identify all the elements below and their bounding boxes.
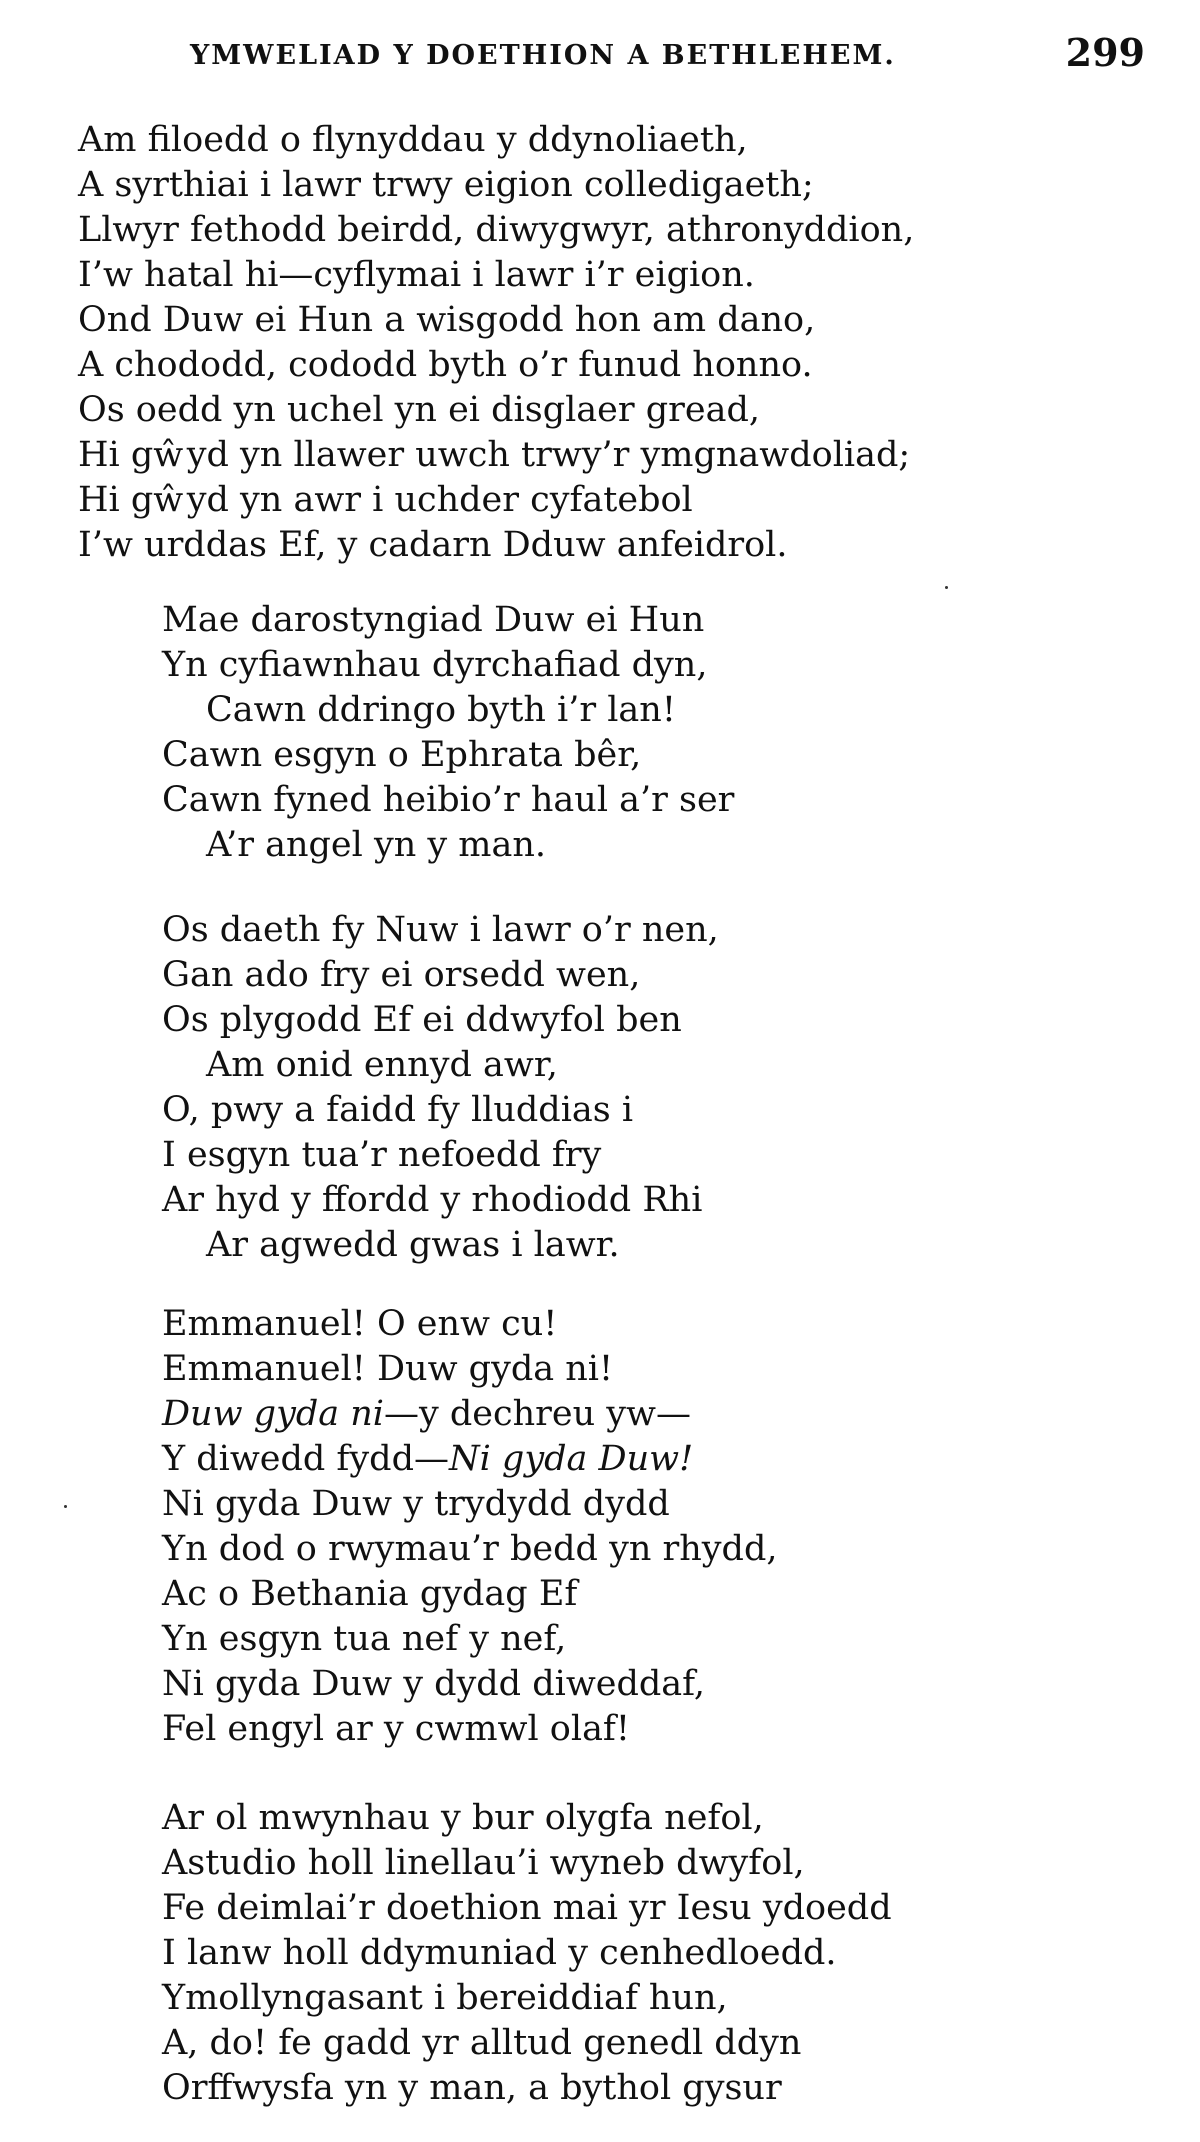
stanza-2 (162, 598, 734, 868)
poem-line-mixed (162, 1437, 778, 1482)
poem-line: Fel engyl ar y cwmwl olaf! (162, 1709, 630, 1749)
poem-line: A chododd, cododd byth o’r funud honno. (78, 345, 813, 385)
running-head: YMWELIAD Y DOETHION A BETHLEHEM. (190, 40, 896, 71)
page-header (0, 30, 1200, 80)
poem-line: Ymollyngasant i bereiddiaf hun, (162, 1978, 728, 2018)
poem-line: O, pwy a faidd fy lluddias i (162, 1090, 634, 1130)
poem-line: Hi gŵyd yn llawer uwch trwy’r ymgnawdoliad; (78, 435, 911, 475)
poem-line: Ni gyda Duw y trydydd dydd (162, 1484, 670, 1524)
stanza-4 (162, 1302, 778, 1752)
stanza-1 (78, 118, 914, 568)
stanza-3 (162, 908, 719, 1268)
poem-line: Os daeth fy Nuw i lawr o’r nen, (162, 910, 719, 950)
stanza-5 (162, 1796, 892, 2111)
poem-line: Ar hyd y ffordd y rhodiodd Rhi (162, 1180, 703, 1220)
poem-line: Am filoedd o flynyddau y ddynoliaeth, (78, 120, 748, 160)
poem-line: Orffwysfa yn y man, a bythol gysur (162, 2068, 782, 2108)
poem-line: Llwyr fethodd beirdd, diwygwyr, athronyddion, (78, 210, 915, 250)
poem-line: Os plygodd Ef ei ddwyfol ben (162, 1000, 682, 1040)
print-speck (945, 586, 948, 589)
poem-line: Cawn esgyn o Ephrata bêr, (162, 735, 642, 775)
poem-line: Fe deimlai’r doethion mai yr Iesu ydoedd (162, 1888, 892, 1928)
poem-line: Mae darostyngiad Duw ei Hun (162, 600, 705, 640)
poem-line: Ac o Bethania gydag Ef (162, 1574, 578, 1614)
poem-line-indented: Cawn ddringo byth i’r lan! (206, 690, 676, 730)
page-number: 299 (1065, 30, 1145, 75)
print-speck (64, 1505, 67, 1508)
roman-phrase: —y dechreu yw— (384, 1394, 692, 1434)
poem-line: Cawn fyned heibio’r haul a’r ser (162, 780, 735, 820)
poem-line: Ar ol mwynhau y bur olygfa nefol, (162, 1798, 764, 1838)
poem-line: Astudio holl linellau’i wyneb dwyfol, (162, 1843, 805, 1883)
poem-line-indented: Ar agwedd gwas i lawr. (206, 1225, 620, 1265)
poem-line: Gan ado fry ei orsedd wen, (162, 955, 641, 995)
poem-line: A syrthiai i lawr trwy eigion colledigaeth; (78, 165, 814, 205)
poem-line: Yn esgyn tua nef y nef, (162, 1619, 567, 1659)
poem-line: Ni gyda Duw y dydd diweddaf, (162, 1664, 705, 1704)
italic-phrase: Duw gyda ni (162, 1394, 384, 1434)
poem-line: Ond Duw ei Hun a wisgodd hon am dano, (78, 300, 816, 340)
poem-line: Os oedd yn uchel yn ei disglaer gread, (78, 390, 760, 430)
poem-line: I’w urddas Ef, y cadarn Dduw anfeidrol. (78, 525, 788, 565)
poem-line: Emmanuel! Duw gyda ni! (162, 1349, 614, 1389)
poem-line: Emmanuel! O enw cu! (162, 1304, 558, 1344)
roman-phrase: Y diwedd fydd— (162, 1439, 449, 1479)
poem-line: Yn dod o rwymau’r bedd yn rhydd, (162, 1529, 778, 1569)
poem-line: Yn cyfiawnhau dyrchafiad dyn, (162, 645, 708, 685)
poem-line-indented: Am onid ennyd awr, (206, 1045, 558, 1085)
poem-line-indented: A’r angel yn y man. (206, 825, 547, 865)
poem-line: A, do! fe gadd yr alltud genedl ddyn (162, 2023, 802, 2063)
poem-line: I lanw holl ddymuniad y cenhedloedd. (162, 1933, 837, 1973)
poem-line-mixed (162, 1392, 778, 1437)
poem-line: I’w hatal hi—cyflymai i lawr i’r eigion. (78, 255, 755, 295)
italic-phrase: Ni gyda Duw! (448, 1439, 694, 1479)
poem-line: Hi gŵyd yn awr i uchder cyfatebol (78, 480, 693, 520)
poem-line: I esgyn tua’r nefoedd fry (162, 1135, 602, 1175)
